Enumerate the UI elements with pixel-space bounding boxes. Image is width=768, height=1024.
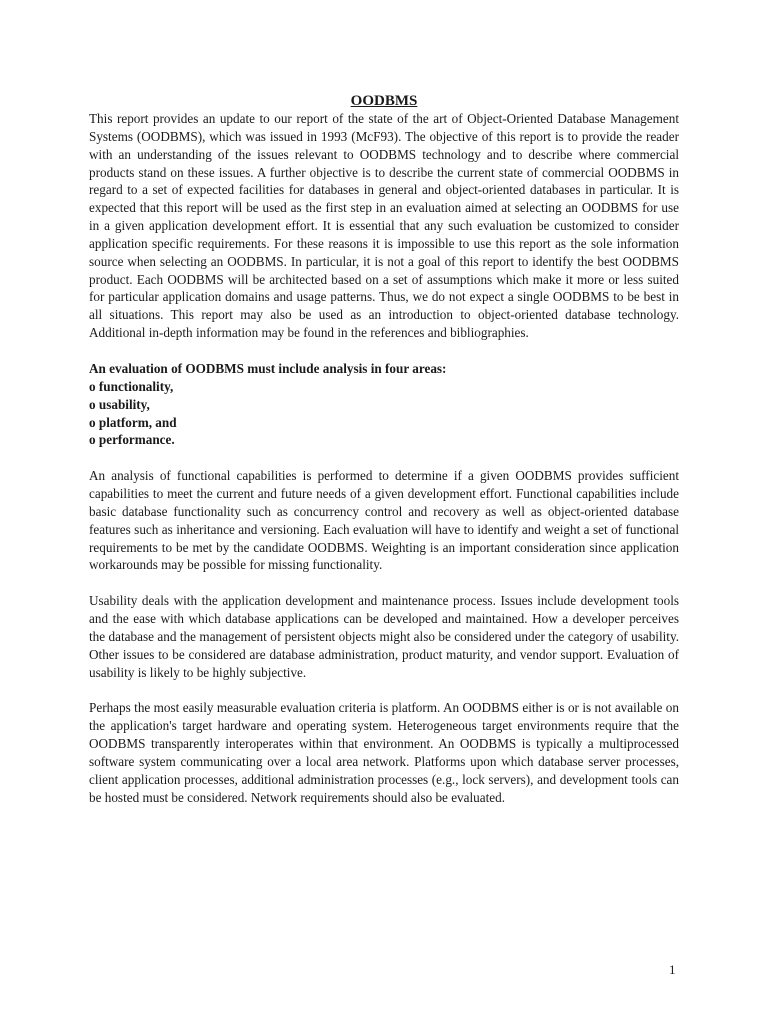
evaluation-heading: An evaluation of OODBMS must include analysis in four areas: [89,360,447,376]
intro-paragraph: This report provides an update to our report of the state of the art of Object-Oriented Database Management Systems (OODBMS), which was issued in 1993 (McF93). The objective of this report is to provide the reader with an understanding of the issues relevant to OODBMS technology and to describe where commercial products stand on these issues. A further objective is to describe the current state of commercial OODBMS in regard to a set of expected facilities for databases in general and object-oriented databases in particular. It is expected that this report will be used as the first step in an evaluation aimed at selecting an OODBMS for use in a given application development effort. It is essential that any such evaluation be customized to consider application specific requirements. For these reasons it is impossible to use this report as the sole information source when selecting an OODBMS. In particular, it is not a goal of this report to identify the best OODBMS product. Each OODBMS will be architected based on a set of assumptions which make it more or less suited for particular application domains and usage patterns. Thus, we do not expect a single OODBMS to be best in all situations. This report may also be used as an introduction to object-oriented database technology. Additional in-depth information may be found in the references and bibliographies. [89,111,679,341]
area-item-usability: o usability, [89,396,150,412]
platform-paragraph: Perhaps the most easily measurable evaluation criteria is platform. An OODBMS either is or is not available on the application's target hardware and operating system. Heterogeneous target environments require that the OODBMS transparently interoperates within that environment. An OODBMS is typically a multiprocessed software system communicating over a local area network. Platforms upon which database server processes, client application processes, additional administration processes (e.g., lock servers), and development tools can be hosted must be considered. Network requirements should also be evaluated. [89,700,679,805]
usability-paragraph: Usability deals with the application development and maintenance process. Issues include development tools and the ease with which database applications can be developed and maintained. How a developer perceives the database and the management of persistent objects might also be considered under the category of usability. Other issues to be considered are database administration, product maturity, and vendor support. Evaluation of usability is likely to be highly subjective. [89,593,679,680]
page-number: 1 [669,962,676,977]
area-item-functionality: o functionality, [89,378,174,394]
spacer [89,449,679,467]
spacer [89,574,679,592]
functionality-paragraph: An analysis of functional capabilities is performed to determine if a given OODBMS provides sufficient capabilities to meet the current and future needs of a given development effort. Functional capabilities include basic database functionality such as concurrency control and recovery as well as object-oriented database features such as inheritance and versioning. Each evaluation will have to identify and weight a set of functional requirements to be met by the candidate OODBMS. Weighting is an important consideration since application workarounds may be possible for missing functionality. [89,468,679,573]
area-item-platform: o platform, and [89,414,177,430]
document-body [89,92,679,807]
spacer [89,342,679,360]
spacer [89,681,679,699]
area-item-performance: o performance. [89,432,175,448]
document-title: OODBMS [350,93,418,109]
